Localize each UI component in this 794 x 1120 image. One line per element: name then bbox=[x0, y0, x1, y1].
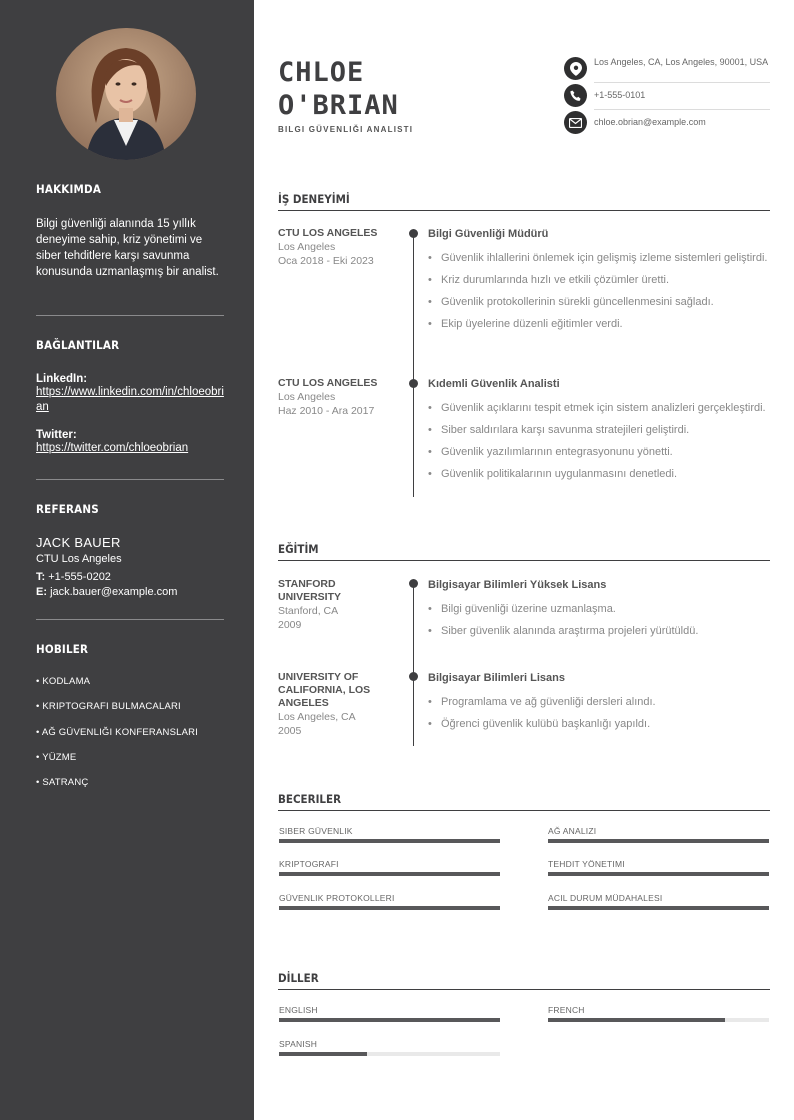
skill-item bbox=[279, 893, 500, 910]
experience-heading: İŞ DENEYİMİ bbox=[278, 192, 350, 206]
reference-email-row bbox=[36, 585, 224, 600]
language-name: SPANISH bbox=[279, 1039, 318, 1049]
list-item: • Öğrenci güvenlik kulübü başkanlığı yapıldı. bbox=[428, 717, 770, 732]
divider bbox=[36, 315, 224, 316]
section-rule bbox=[278, 989, 770, 990]
hobby-item: • AĞ GÜVENLIĞI KONFERANSLARI bbox=[36, 726, 199, 738]
reference-phone-row bbox=[36, 570, 224, 585]
list-item: • Bilgi güvenliği üzerine uzmanlaşma. bbox=[428, 602, 770, 617]
school-name: STANFORD UNIVERSITY bbox=[278, 578, 342, 603]
skill-bar-track bbox=[279, 872, 500, 876]
reference-email-label: E: bbox=[36, 586, 47, 598]
link-item-linkedin bbox=[36, 373, 224, 415]
education-entry-2-meta bbox=[278, 671, 398, 738]
graduation-year: 2009 bbox=[278, 619, 302, 631]
language-bar-track bbox=[279, 1018, 500, 1022]
skill-bar-track bbox=[548, 839, 769, 843]
about-text: Bilgi güvenliği alanında 15 yıllık deneyime sahip, kriz yönetimi ve siber tehditlere karşı savunma konusunda uzmanlaşmış bir analist. bbox=[36, 218, 219, 278]
email-text: chloe.obrian@example.com bbox=[594, 117, 706, 127]
language-name: FRENCH bbox=[548, 1005, 585, 1015]
divider bbox=[36, 479, 224, 480]
employment-dates: Haz 2010 - Ara 2017 bbox=[278, 405, 375, 417]
list-item: • Siber güvenlik alanında araştırma projeleri yürütüldü. bbox=[428, 624, 770, 639]
skill-name: ACIL DURUM MÜDAHALESI bbox=[548, 893, 663, 903]
language-item bbox=[279, 1005, 500, 1022]
links-heading: BAĞLANTILAR bbox=[36, 338, 120, 352]
hobby-item: • KRIPTOGRAFI BULMACALARI bbox=[36, 701, 181, 713]
list-item: • Siber saldırılara karşı savunma stratejileri geliştirdi. bbox=[428, 423, 770, 438]
skills-heading: BECERILER bbox=[278, 792, 342, 806]
company-name: CTU LOS ANGELES bbox=[278, 227, 378, 239]
education-entry-1-details bbox=[428, 578, 770, 646]
language-bar-track bbox=[279, 1052, 500, 1056]
twitter-link[interactable]: https://twitter.com/chloeobrian bbox=[36, 442, 189, 454]
reference-name: JACK BAUER bbox=[36, 535, 121, 550]
reference-heading: REFERANS bbox=[36, 502, 99, 516]
skill-bar-fill bbox=[548, 906, 769, 910]
skill-bar-track bbox=[279, 906, 500, 910]
school-location: Stanford, CA bbox=[278, 605, 339, 617]
timeline-dot bbox=[409, 672, 418, 681]
company-location: Los Angeles bbox=[278, 241, 336, 253]
responsibilities-list bbox=[428, 251, 770, 332]
education-heading: EĞİTİM bbox=[278, 542, 319, 556]
timeline-dot bbox=[409, 379, 418, 388]
skill-bar-fill bbox=[279, 872, 500, 876]
language-bar-track bbox=[548, 1018, 769, 1022]
contact-phone bbox=[564, 84, 770, 107]
about-heading: HAKKIMDA bbox=[36, 182, 102, 196]
list-item: • Güvenlik politikalarının uygulanmasını denetledi. bbox=[428, 467, 770, 482]
timeline-dot bbox=[409, 579, 418, 588]
education-notes bbox=[428, 695, 770, 732]
language-bar-fill bbox=[548, 1018, 725, 1022]
job-title: BILGI GÜVENLIĞI ANALISTI bbox=[278, 125, 414, 134]
company-location: Los Angeles bbox=[278, 391, 336, 403]
company-name: CTU LOS ANGELES bbox=[278, 377, 378, 389]
timeline-dot bbox=[409, 229, 418, 238]
twitter-label: Twitter: bbox=[36, 429, 77, 441]
section-rule bbox=[278, 560, 770, 561]
skill-bar-fill bbox=[279, 906, 500, 910]
timeline-line bbox=[413, 583, 414, 746]
skill-name: SIBER GÜVENLIK bbox=[279, 826, 353, 836]
degree-title: Bilgisayar Bilimleri Lisans bbox=[428, 672, 565, 684]
responsibilities-list bbox=[428, 401, 770, 482]
education-entry-1-meta bbox=[278, 578, 398, 632]
sidebar bbox=[0, 0, 254, 1120]
profile-photo bbox=[56, 28, 196, 160]
experience-entry-2-meta bbox=[278, 377, 398, 418]
skill-bar-fill bbox=[548, 839, 769, 843]
skill-item bbox=[279, 859, 500, 876]
hobby-item: • KODLAMA bbox=[36, 676, 91, 687]
language-name: ENGLISH bbox=[279, 1005, 318, 1015]
language-item bbox=[548, 1005, 769, 1022]
skill-name: TEHDIT YÖNETIMI bbox=[548, 859, 625, 869]
skill-name: GÜVENLIK PROTOKOLLERI bbox=[279, 893, 395, 903]
section-rule bbox=[278, 210, 770, 211]
skill-name: AĞ ANALIZI bbox=[548, 826, 597, 836]
skill-bar-fill bbox=[279, 839, 500, 843]
divider bbox=[36, 619, 224, 620]
reference-email: jack.bauer@example.com bbox=[50, 586, 178, 598]
experience-entry-2-details bbox=[428, 377, 770, 489]
skill-bar-track bbox=[548, 906, 769, 910]
education-entry-2-details bbox=[428, 671, 770, 739]
links-section bbox=[36, 338, 224, 456]
hobby-item: • SATRANÇ bbox=[36, 777, 89, 789]
skill-bar-track bbox=[548, 872, 769, 876]
hobbies-heading: HOBILER bbox=[36, 642, 89, 656]
language-item bbox=[279, 1039, 500, 1056]
mail-icon bbox=[564, 111, 587, 134]
role-title: Kıdemli Güvenlik Analisti bbox=[428, 378, 560, 390]
experience-entry-1-details bbox=[428, 227, 770, 339]
contact-address bbox=[564, 57, 770, 80]
skill-item bbox=[548, 826, 769, 843]
section-rule bbox=[278, 810, 770, 811]
list-item: • Güvenlik açıklarını tespit etmek için sistem analizleri gerçekleştirdi. bbox=[428, 401, 770, 416]
reference-phone: +1-555-0202 bbox=[48, 571, 111, 583]
skill-bar-fill bbox=[548, 872, 769, 876]
list-item: • Güvenlik protokollerinin sürekli güncellenmesini sağladı. bbox=[428, 295, 770, 310]
list-item: • Güvenlik ihlallerini önlemek için gelişmiş izleme sistemleri geliştirdi. bbox=[428, 251, 770, 266]
timeline-line bbox=[413, 233, 414, 497]
school-location: Los Angeles, CA bbox=[278, 711, 356, 723]
hobby-item: • YÜZME bbox=[36, 751, 77, 763]
phone-icon bbox=[564, 84, 587, 107]
role-title: Bilgi Güvenliği Müdürü bbox=[428, 228, 549, 240]
degree-title: Bilgisayar Bilimleri Yüksek Lisans bbox=[428, 579, 607, 591]
language-bar-fill bbox=[279, 1018, 500, 1022]
list-item: • Kriz durumlarında hızlı ve etkili çözümler üretti. bbox=[428, 273, 770, 288]
about-section bbox=[36, 182, 224, 280]
reference-phone-label: T: bbox=[36, 571, 46, 583]
reference-company: CTU Los Angeles bbox=[36, 553, 122, 565]
experience-entry-1-meta bbox=[278, 227, 398, 268]
skill-name: KRIPTOGRAFI bbox=[279, 859, 339, 869]
skill-item bbox=[279, 826, 500, 843]
list-item: • Güvenlik yazılımlarının entegrasyonunu yönetti. bbox=[428, 445, 770, 460]
reference-section bbox=[36, 502, 224, 600]
contact-email bbox=[564, 111, 770, 134]
hobbies-section bbox=[36, 642, 224, 802]
education-notes bbox=[428, 602, 770, 639]
linkedin-label: LinkedIn: bbox=[36, 373, 88, 385]
address-text: Los Angeles, CA, Los Angeles, 90001, USA bbox=[594, 57, 769, 67]
skill-item bbox=[548, 893, 769, 910]
language-bar-fill bbox=[279, 1052, 367, 1056]
list-item: • Programlama ve ağ güvenliği dersleri alındı. bbox=[428, 695, 770, 710]
candidate-name bbox=[278, 56, 399, 122]
employment-dates: Oca 2018 - Eki 2023 bbox=[278, 255, 374, 267]
location-pin-icon bbox=[564, 57, 587, 80]
list-item: • Ekip üyelerine düzenli eğitimler verdi. bbox=[428, 317, 770, 332]
graduation-year: 2005 bbox=[278, 725, 302, 737]
school-name: UNIVERSITY OF CALIFORNIA, LOS ANGELES bbox=[278, 671, 371, 709]
first-name: CHLOE bbox=[278, 57, 365, 88]
contact-divider bbox=[594, 82, 770, 83]
languages-heading: DİLLER bbox=[278, 971, 319, 985]
skill-item bbox=[548, 859, 769, 876]
last-name: O'BRIAN bbox=[278, 90, 399, 121]
phone-text: +1-555-0101 bbox=[594, 90, 646, 100]
skill-bar-track bbox=[279, 839, 500, 843]
link-item-twitter bbox=[36, 429, 224, 456]
hobbies-list bbox=[36, 676, 224, 802]
contact-divider bbox=[594, 109, 770, 110]
linkedin-link[interactable]: https://www.linkedin.com/in/chloeobrian bbox=[36, 386, 224, 413]
